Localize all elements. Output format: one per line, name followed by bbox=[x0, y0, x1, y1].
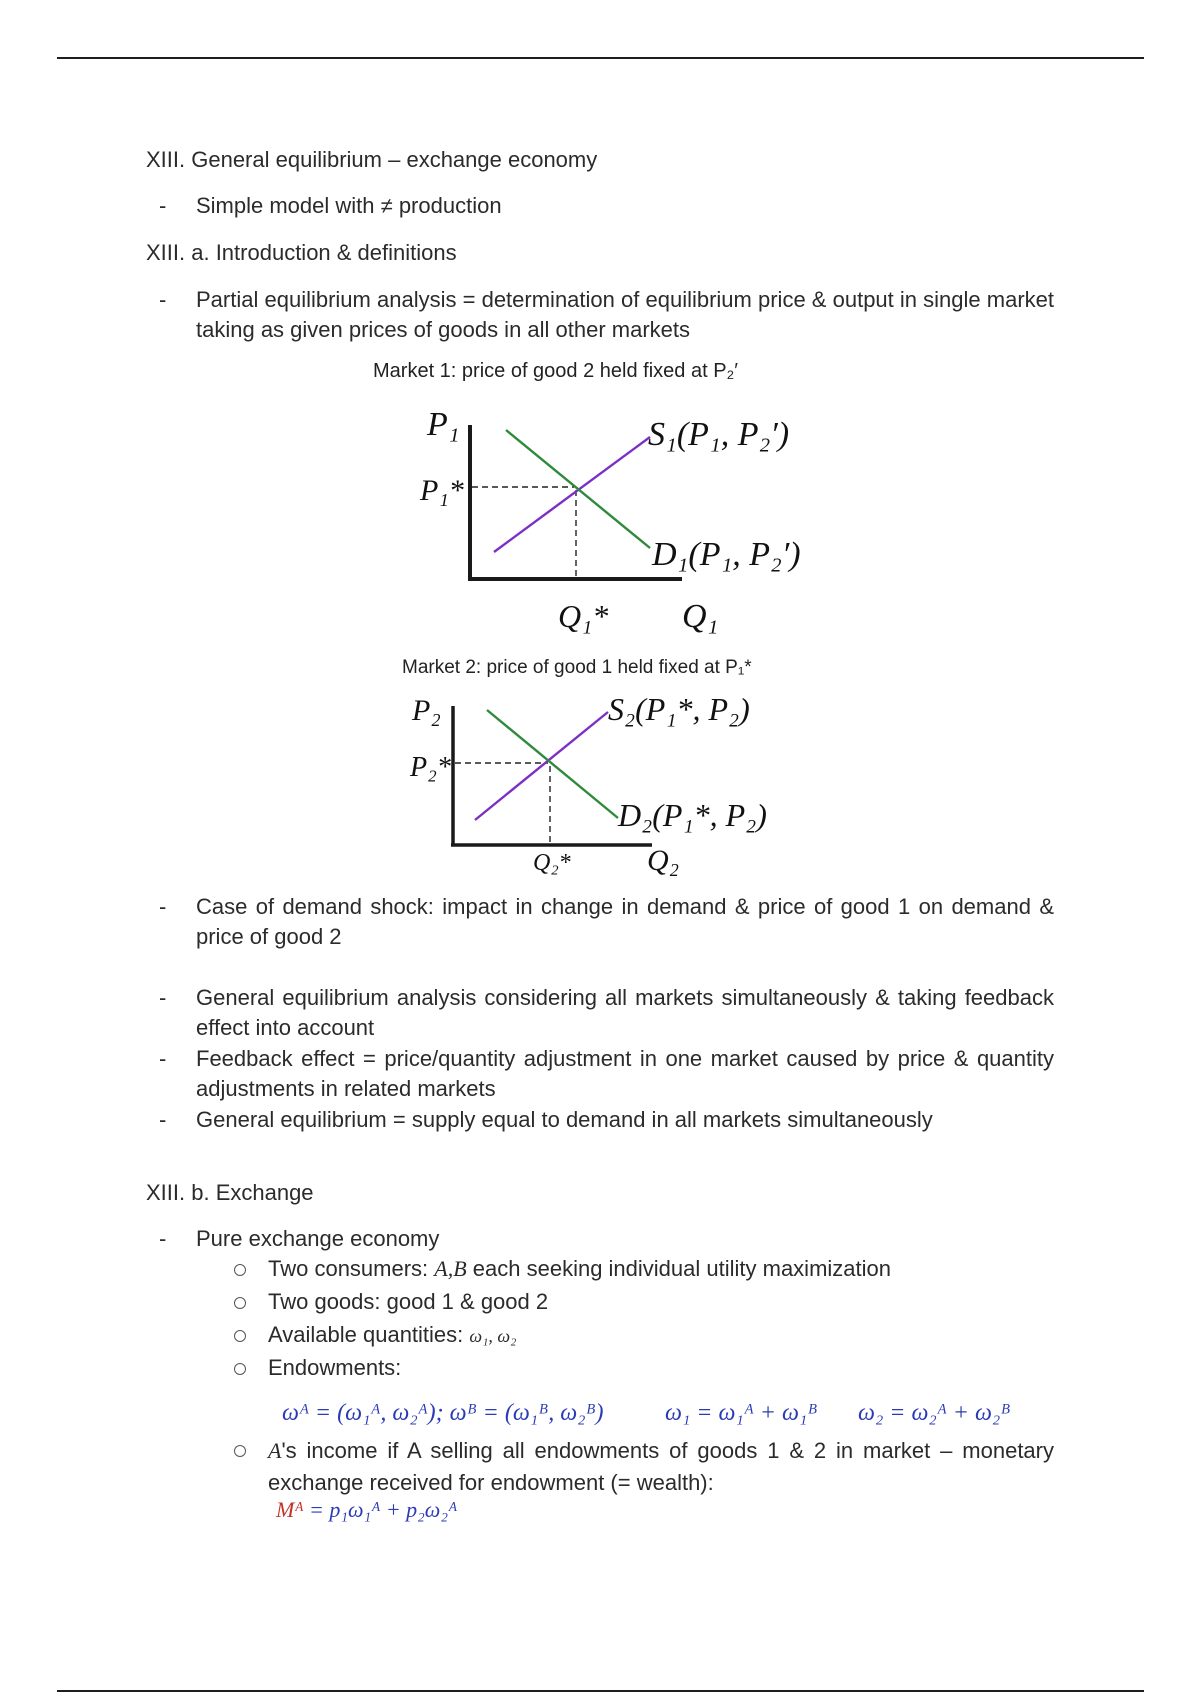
chart1-supply-label: S₁(P₁, P₂′) bbox=[648, 416, 790, 453]
available-quantities-text: Available quantities: ω₁, ω₂ bbox=[268, 1322, 517, 1347]
chart2-demand-label: D₂(P₁*, P₂) bbox=[618, 797, 767, 833]
chart2-supply-label: S₂(P₁*, P₂) bbox=[608, 691, 750, 727]
bullet-dash: - bbox=[159, 1107, 167, 1132]
partial-equilibrium-text: Partial equilibrium analysis = determination of equilibrium price & output in single market taking as given prices of goods in all other markets bbox=[196, 287, 1054, 342]
income-equation: Mᴬ = p₁ω₁ᴬ + p₂ω₂ᴬ bbox=[276, 1497, 458, 1522]
market-2-chart bbox=[390, 648, 820, 878]
top-rule bbox=[57, 57, 1144, 59]
section-heading: XIII. General equilibrium – exchange economy bbox=[146, 147, 598, 172]
chart2-supply-line bbox=[475, 712, 608, 820]
omega2-equation: ω₂ = ω₂ᴬ + ω₂ᴮ bbox=[858, 1400, 1011, 1426]
circle-bullet-icon bbox=[234, 1264, 246, 1276]
chart1-demand-line bbox=[506, 430, 650, 548]
chart2-title: Market 2: price of good 1 held fixed at P₁* bbox=[402, 657, 752, 678]
chart1-y-label: P₁ bbox=[427, 406, 460, 443]
income-text: A's income if A selling all endowments of goods 1 & 2 in market – monetary exchange received for endowment (= wealth): bbox=[268, 1438, 1054, 1495]
bottom-rule bbox=[57, 1690, 1144, 1692]
bullet-dash: - bbox=[159, 894, 167, 919]
chart2-eq-qty-label: Q₂* bbox=[533, 850, 571, 876]
bullet-dash: - bbox=[159, 1226, 167, 1251]
demand-shock-text: Case of demand shock: impact in change in demand & price of good 1 on demand & price of good 2 bbox=[196, 894, 1054, 949]
circle-bullet-icon bbox=[234, 1330, 246, 1342]
endowments-text: Endowments: bbox=[268, 1355, 402, 1380]
intro-bullet-text: Simple model with ≠ production bbox=[196, 193, 502, 218]
chart1-supply-line bbox=[494, 437, 650, 552]
circle-bullet-icon bbox=[234, 1297, 246, 1309]
circle-bullet-icon bbox=[234, 1445, 246, 1457]
chart2-y-label: P₂ bbox=[412, 694, 441, 727]
two-goods-text: Two goods: good 1 & good 2 bbox=[268, 1289, 549, 1314]
chart1-demand-label: D₁(P₁, P₂′) bbox=[652, 536, 801, 573]
chart1-title: Market 1: price of good 2 held fixed at P₂′ bbox=[373, 360, 739, 382]
chart2-x-label: Q₂ bbox=[647, 844, 680, 877]
ge-analysis-text: General equilibrium analysis considering all markets simultaneously & taking feedback effect into account bbox=[196, 985, 1054, 1040]
chart2-eq-price-label: P₂* bbox=[410, 752, 451, 783]
market-1-chart bbox=[360, 350, 840, 640]
omega1-equation: ω₁ = ω₁ᴬ + ω₁ᴮ bbox=[665, 1400, 818, 1426]
chart1-x-label: Q₁ bbox=[682, 598, 719, 635]
circle-bullet-icon bbox=[234, 1363, 246, 1375]
chart1-eq-qty-label: Q₁* bbox=[558, 598, 609, 634]
pure-exchange-text: Pure exchange economy bbox=[196, 1226, 440, 1251]
chart2-demand-line bbox=[487, 710, 618, 818]
bullet-dash: - bbox=[159, 287, 167, 312]
endowment-equation: ωᴬ = (ω₁ᴬ, ω₂ᴬ); ωᴮ = (ω₁ᴮ, ω₂ᴮ) bbox=[282, 1400, 604, 1426]
subsection-heading-b: XIII. b. Exchange bbox=[146, 1180, 314, 1205]
feedback-effect-text: Feedback effect = price/quantity adjustment in one market caused by price & quantity adjustments in related markets bbox=[196, 1046, 1054, 1101]
bullet-dash: - bbox=[159, 985, 167, 1010]
subsection-heading-a: XIII. a. Introduction & definitions bbox=[146, 240, 457, 265]
bullet-dash: - bbox=[159, 1046, 167, 1071]
ge-definition-text: General equilibrium = supply equal to demand in all markets simultaneously bbox=[196, 1107, 933, 1132]
two-consumers-text: Two consumers: A,B each seeking individual utility maximization bbox=[268, 1256, 891, 1281]
bullet-dash: - bbox=[159, 193, 167, 218]
chart1-eq-price-label: P₁* bbox=[420, 474, 464, 507]
